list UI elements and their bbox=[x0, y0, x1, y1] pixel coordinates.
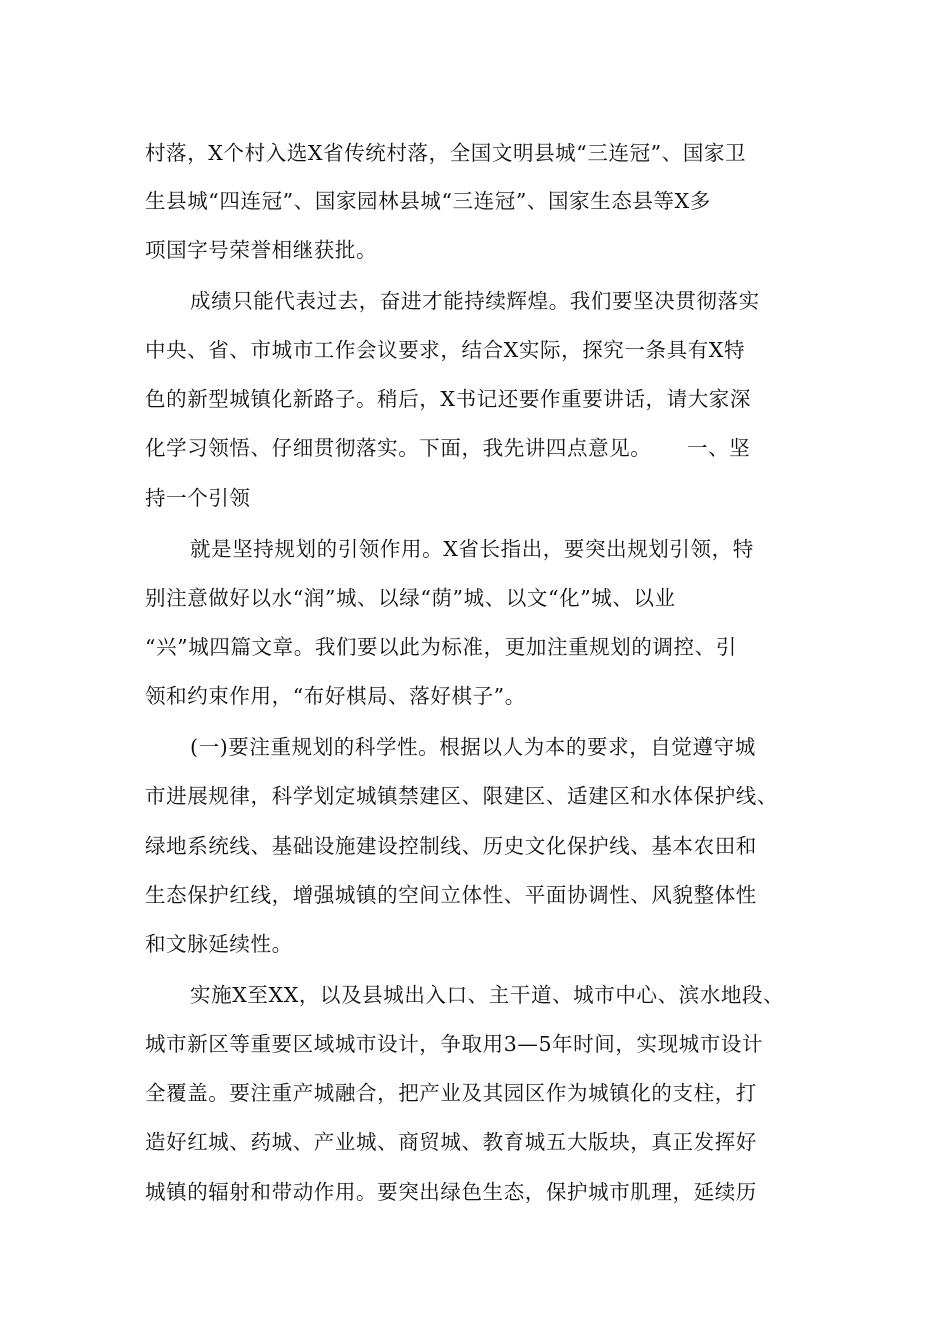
text-line-18: 实施X至XX，以及县城出入口、主干道、城市中心、滨水地段、 bbox=[190, 983, 785, 1007]
text-line-10: 别注意做好以水“润”城、以绿“荫”城、以文“化”城、以业 bbox=[145, 586, 676, 610]
text-line-20: 全覆盖。要注重产城融合，把产业及其园区作为城镇化的支柱，打 bbox=[145, 1081, 757, 1105]
text-line-17: 和文脉延续性。 bbox=[145, 932, 293, 956]
text-line-13: (一)要注重规划的科学性。根据以人为本的要求，自觉遵守城 bbox=[190, 735, 756, 759]
text-line-6: 色的新型城镇化新路子。稍后，X书记还要作重要讲话，请大家深 bbox=[145, 387, 751, 411]
text-line-9: 就是坚持规划的引领作用。X省长指出，要突出规划引领，特 bbox=[190, 537, 754, 561]
text-line-7: 化学习领悟、仔细贯彻落实。下面，我先讲四点意见。 一、坚 bbox=[145, 436, 751, 460]
text-line-3: 项国字号荣誉相继获批。 bbox=[145, 238, 378, 262]
text-line-11: “兴”城四篇文章。我们要以此为标准，更加注重规划的调控、引 bbox=[145, 635, 737, 659]
text-line-16: 生态保护红线，增强城镇的空间立体性、平面协调性、风貌整体性 bbox=[145, 883, 757, 907]
text-line-22: 城镇的辐射和带动作用。要突出绿色生态，保护城市肌理，延续历 bbox=[145, 1180, 757, 1204]
text-line-2: 生县城“四连冠”、国家园林县城“三连冠”、国家生态县等X多 bbox=[145, 189, 711, 213]
text-line-14: 市进展规律，科学划定城镇禁建区、限建区、适建区和水体保护线、 bbox=[145, 784, 778, 808]
text-line-15: 绿地系统线、基础设施建设控制线、历史文化保护线、基本农田和 bbox=[145, 834, 757, 858]
text-line-4: 成绩只能代表过去，奋进才能持续辉煌。我们要坚决贯彻落实 bbox=[190, 289, 760, 313]
text-line-19: 城市新区等重要区域城市设计，争取用3—5年时间，实现城市设计 bbox=[145, 1032, 764, 1056]
text-line-21: 造好红城、药城、产业城、商贸城、教育城五大版块，真正发挥好 bbox=[145, 1130, 757, 1154]
text-line-1: 村落，X个村入选X省传统村落，全国文明县城“三连冠”、国家卫 bbox=[145, 141, 747, 165]
text-line-12: 领和约束作用，“布好棋局、落好棋子”。 bbox=[145, 684, 526, 708]
text-line-8: 持一个引领 bbox=[145, 486, 251, 510]
text-line-5: 中央、省、市城市工作会议要求，结合X实际，探究一条具有X特 bbox=[145, 338, 746, 362]
